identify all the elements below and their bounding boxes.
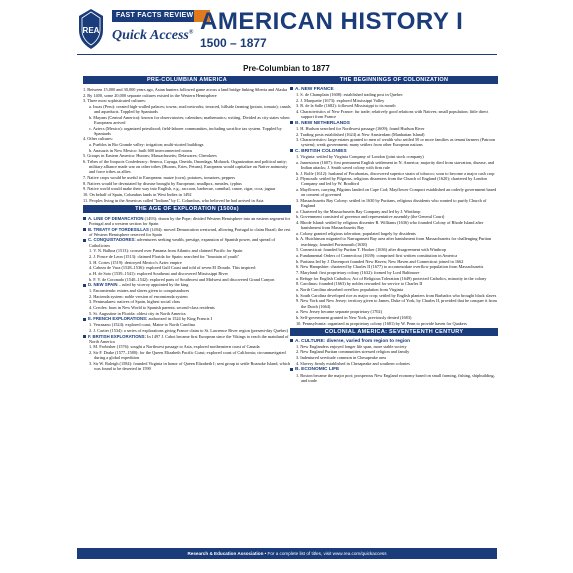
bullet-square-icon xyxy=(290,339,293,342)
list-item xyxy=(83,115,291,125)
list-item xyxy=(83,260,291,265)
item-text: a. Jamestown (1607): first permanent English settlement in N. America; majority died from starvation, disease, and Indian attacks; J. Smith saved colony with firm rule xyxy=(296,159,494,170)
list-item xyxy=(83,282,291,287)
item-text: b. Anasazis in New Mexico: built 600 interconnected rooms xyxy=(89,147,193,153)
list-item xyxy=(83,265,291,270)
list-item xyxy=(290,315,498,320)
list-item xyxy=(290,109,498,119)
list-item xyxy=(290,137,498,147)
list-item xyxy=(83,254,291,259)
item-text: a. Refuge for English Catholics; Act of Religious Toleration (1649) protected Catholics, minority in the colony xyxy=(296,275,487,281)
item-text: 2. Sir F. Drake (1577–1580): for the Queen Elizabeth Pacific Coast; explored coast of California; circumnavigated during a global expedition xyxy=(89,350,286,361)
section-heading: COLONIAL AMERICA: SEVENTEENTH CENTURY xyxy=(290,328,498,336)
left-column xyxy=(83,74,291,372)
list-item xyxy=(290,220,498,230)
item-text: a. Chartered by the Massachusetts Bay Company and led by J. Winthrop xyxy=(296,208,421,214)
item-text: 3. Indentured servitude common in Chesapeake area xyxy=(296,355,387,361)
list-item xyxy=(290,287,498,292)
item-text: 10. Pennsylvania: organized as proprietary colony (1681) by W. Penn to provide haven for Quakers xyxy=(296,320,467,326)
list-item xyxy=(290,253,498,258)
list-item xyxy=(290,103,498,108)
list-item xyxy=(290,209,498,214)
list-item xyxy=(290,259,498,264)
list-item xyxy=(290,236,498,246)
item-text: b. J. Rolfe (1612): husband of Pocahontas, discovered superior strain of tobacco; soon to become a major cash crop xyxy=(296,170,495,176)
bullet-square-icon xyxy=(290,87,293,90)
list-item xyxy=(290,126,498,131)
item-text: 2. Trading posts established (1624) at New Amsterdam (Manhattan Island) xyxy=(296,131,425,137)
list-item xyxy=(83,334,291,344)
item-text: b. Self-government granted in New York, previously denied (1683) xyxy=(296,314,412,320)
item-text: 1. Verrazano (1524): explored coast, Maine to North Carolina xyxy=(89,322,195,328)
item-heading: B. TREATY OF TORDESILLAS xyxy=(88,226,149,232)
item-text: 1. New Englanders enjoyed longer life span, more stable society xyxy=(296,343,407,349)
item-text: 1. Between 15,000 and 30,000 years ago, Asian hunters followed game across a land bridge linking Siberia and Alaska xyxy=(83,87,288,92)
bullet-square-icon xyxy=(83,335,86,338)
list-item xyxy=(83,198,291,203)
item-text: 1. Virginia: settled by Virginia Company of London (joint stock company) xyxy=(296,154,424,160)
section-heading: PRE-COLUMBIAN AMERICA xyxy=(83,76,291,84)
list-item xyxy=(290,154,498,159)
list-item xyxy=(290,373,498,383)
item-text: 2. New England Puritan communities stressed religion and family xyxy=(296,349,410,355)
list-item xyxy=(83,248,291,253)
list-item xyxy=(83,175,291,180)
item-text: 9. Native world would make their way into English, e.g., raccoon, barbecue, cannibal, canoe, cigar, coca, jaguar xyxy=(83,186,276,192)
item-text: 4. Creoles: born in New World to Spanish parents; second-class residents xyxy=(89,305,215,311)
item-text: 11. Peoples living in the Americas called "Indians" by C. Columbus, who believed he had arrived in Asia xyxy=(83,197,264,203)
item-text: 2. Hacienda system: noble version of encomienda system xyxy=(89,293,188,299)
list-item xyxy=(83,98,291,103)
list-item xyxy=(290,98,498,103)
item-text: 2. By 1400, some 20,000 separate cultures existed in the Western Hemisphere xyxy=(83,92,217,98)
list-item xyxy=(83,104,291,114)
item-text: 3. R. de la Salle (1682): followed Mississippi to its mouth xyxy=(296,103,396,109)
item-text: 9. New York and New Jersey: territory given to James, Duke of York, by Charles II, provided that he conquer it from the Dutch (1664) xyxy=(296,298,497,309)
list-item xyxy=(290,187,498,197)
list-item xyxy=(83,126,291,136)
list-item xyxy=(83,148,291,153)
page-title: AMERICAN HISTORY I xyxy=(200,8,464,35)
item-text: 3. H. Cortes (1519): destroyed Mexico's Aztec empire xyxy=(89,259,182,265)
footer-publisher: Research & Education Association xyxy=(187,551,264,556)
list-item xyxy=(83,311,291,316)
header-rule xyxy=(77,54,497,55)
item-text: adventurers seeking wealth, prestige, expansion of Spanish power, and spread of Catholicism xyxy=(89,237,276,248)
item-text: In 1497 J. Cabot became first European since the Vikings to reach the mainland of North America xyxy=(89,333,289,344)
bullet-square-icon xyxy=(290,149,293,152)
item-text: a. Mayflower, carrying Pilgrims landed on Cape Cod; Mayflower Compact established an orderly government based on consent of governed xyxy=(296,187,497,198)
list-item xyxy=(290,270,498,275)
item-text: a. Pueblos in Rio Grande valley: irrigation; multi-storied buildings xyxy=(89,142,204,148)
list-item xyxy=(83,153,291,158)
item-text: 5. St. Augustine in Florida: oldest city in North America xyxy=(89,310,186,316)
section-heading: THE AGE OF EXPLORATION (1500s) xyxy=(83,205,291,213)
item-text: 5. Connecticut: founded by Puritan T. Hooker (1636) after disagreement with Winthrop xyxy=(296,247,447,253)
list-item xyxy=(83,277,291,282)
list-item xyxy=(290,344,498,349)
list-item xyxy=(83,237,291,247)
list-item xyxy=(290,214,498,219)
item-text: b. A. Hutchinson migrated to Narragansett Bay area after banishment from Massachusetts for challenging Puritan teachings; founded Portsmouth (1638) xyxy=(296,236,491,247)
list-item xyxy=(290,198,498,208)
item-text: 3. Sir W. Raleigh (1584): founded Virginia in honor of Queen Elizabeth I; sent group to settle Roanoke Island, which was found to be deserted in 1590 xyxy=(89,360,291,371)
item-text: 7. Maryland: first proprietary colony (1632): formed by Lord Baltimore xyxy=(296,269,420,275)
list-item xyxy=(83,299,291,304)
item-text: A. CULTURE: diverse, varied from region to region xyxy=(295,338,411,344)
bullet-square-icon xyxy=(83,239,86,242)
bullet-square-icon xyxy=(83,217,86,220)
item-text: (1494): moved Demarcation westward, allowing Portugal to claim Brazil; the rest of Western Hemisphere reserved for Spain xyxy=(89,226,291,237)
item-text: 1. H. Hudson searched for Northwest passage (1609); found Hudson River xyxy=(296,125,425,131)
list-item xyxy=(83,227,291,237)
rea-logo-icon xyxy=(77,8,105,50)
item-text: 6. New Hampshire: chartered by Charles II (1677) to accommodate overflow population from Massachusetts xyxy=(296,264,484,270)
item-text: a. H. de Soto (1539–1541): explored Southeast and discovered Mississippi River xyxy=(89,270,228,276)
item-text: 4. Other cultures: xyxy=(83,136,113,142)
item-text: 2. J. Marquette (1673): explored Mississippi Valley xyxy=(296,97,385,103)
item-heading: A. LINE OF DEMARCATION xyxy=(88,215,144,221)
item-text: 1. V. N. Balboa (1513): crossed over Panama from Atlantic and claimed Pacific for Spain xyxy=(89,248,243,254)
item-text: c. Aztecs (Mexico): organized priesthood; field-laborer communities, including sacrifice tax system. Toppled by Spaniards xyxy=(89,125,282,136)
item-text: 4. Slavery firmly established in Chesapeake and southern colonies xyxy=(296,360,410,366)
item-text: A. NEW FRANCE xyxy=(295,87,334,92)
item-text: a. Fundamental Orders of Connecticut (1639): comprised first written constitution in America xyxy=(296,252,458,258)
item-text: 8. Carolinas: founded (1663) by nobles rewarded for service to Charles II xyxy=(296,281,423,287)
item-text: b. Mayans (Central America): known for observatories; calendars; mathematics; writing. Divided as city states when Europeans arrived xyxy=(89,114,290,125)
item-text: 10. On behalf of Spain, Columbus lands in West Indies in 1492 xyxy=(83,192,192,198)
list-item xyxy=(290,171,498,176)
header xyxy=(0,0,573,58)
bullet-square-icon xyxy=(290,121,293,124)
item-text: 4. Cabeza de Vaca (1528–1536): explored Gulf Coast and told of seven El Dorado. This inspired: xyxy=(89,265,257,271)
brand-name: Quick Access® xyxy=(112,28,194,43)
item-text: b. F. V. de Coronado (1540–1542): explored parts of Southwest and Midwest and discovered Grand Canyon xyxy=(89,276,275,282)
item-text: a. Colony granted religious toleration; populated largely by dissidents xyxy=(296,230,416,236)
item-text: 5. Groups in Eastern America: Hurons; Massachusetts; Delawares; Cherokees xyxy=(83,153,217,159)
list-item xyxy=(83,186,291,191)
list-item xyxy=(83,192,291,197)
bullet-square-icon xyxy=(83,318,86,321)
list-item xyxy=(290,298,498,308)
list-item xyxy=(290,361,498,366)
item-text: 3. Massachusetts Bay Colony: settled in 1630 by Puritans, religious dissidents who wanted to purify Church of England xyxy=(296,197,487,208)
item-text: 3. Characteristics: large estates granted to men of wealth who settled 50 or more families as tenant farmers (Patroon system); weak government; many settlers from other European nations xyxy=(296,137,496,148)
list-item xyxy=(290,293,498,298)
item-text: 3. Peninsulares: natives of Spain, highest social class xyxy=(89,299,181,305)
item-heading: C. CONQUISTADORES: xyxy=(88,237,136,243)
bullet-square-icon xyxy=(83,228,86,231)
list-item xyxy=(83,142,291,147)
item-text: 4. Rhode Island: settled by religious dissenter R. Williams (1636) who founded Colony of Rhode Island after banishment from Massachusetts Bay xyxy=(296,219,484,231)
list-item xyxy=(290,176,498,186)
list-item xyxy=(290,321,498,326)
item-heading: E. FRENCH EXPLORATIONS: xyxy=(88,316,148,322)
list-item xyxy=(83,328,291,333)
footer xyxy=(77,548,497,559)
list-item xyxy=(83,322,291,327)
item-text: a. North Carolina absorbed overflow population from Virginia xyxy=(296,287,403,293)
footer-text: • For a complete list of titles, visit www.rea.com/quickaccess xyxy=(263,551,387,556)
list-item xyxy=(290,276,498,281)
list-item xyxy=(83,87,291,92)
list-item xyxy=(83,316,291,321)
item-text: 2. J. Ponce de Leon (1513): claimed Florida for Spain; searched for "fountain of youth" xyxy=(89,253,240,259)
list-item xyxy=(290,309,498,314)
bullet-square-icon xyxy=(83,284,86,287)
list-item xyxy=(83,271,291,276)
list-item xyxy=(290,132,498,137)
item-text: (1493): drawn by the Pope; divided Western Hemisphere into an eastern segment for Portugal and a western section for Spain xyxy=(89,215,291,226)
list-item xyxy=(83,294,291,299)
list-item xyxy=(83,288,291,293)
series-label: FAST FACTS REVIEW xyxy=(112,10,194,22)
item-text: b. Puritans led by J. Davenport founded New Haven; New Haven and Connecticut joined in 1662 xyxy=(296,258,464,264)
list-item xyxy=(290,92,498,97)
item-text: 2. Plymouth: settled by Pilgrims, religious dissenters from the Church of England (1620); chartered by London Company and led by W. Bradford xyxy=(296,176,487,187)
page-subtitle: Pre-Columbian to 1877 xyxy=(243,64,330,73)
item-text: a. New Jersey became separate proprietary (1702) xyxy=(296,309,383,315)
item-text: – ruled by viceroy appointed by the king xyxy=(117,282,189,288)
item-text: 7. Native crops would be useful to Europeans: maize (corn), potatoes, tomatoes, peppers xyxy=(83,175,236,181)
item-heading: D. NEW SPAIN xyxy=(88,282,118,288)
list-item xyxy=(290,355,498,360)
list-item xyxy=(290,247,498,252)
list-item xyxy=(83,305,291,310)
item-text: C. BRITISH COLONIES xyxy=(295,149,347,154)
item-text: b. South Carolina developed rice as major crop; settled by English planters from Barbados who brought black slaves xyxy=(296,292,497,298)
list-item xyxy=(83,350,291,360)
item-text: a. Incas (Peru): created high-walled palaces; towns; road networks; terraced, hillside farming (potato, tomato); canals and aqueducts. Toppled by Spaniards xyxy=(89,104,291,115)
bullet-square-icon xyxy=(290,368,293,371)
list-item xyxy=(83,181,291,186)
logo-text: REA xyxy=(82,26,100,35)
item-text: 1. Encomienda: estates and slaves given to conquistadores xyxy=(89,288,190,294)
item-text: B. NEW NETHERLANDS xyxy=(295,120,350,126)
list-item xyxy=(83,361,291,371)
item-text: 1. Boston became the major port; prosperous New England economy based on small farming, fishing, shipbuilding, and trade xyxy=(296,372,495,383)
item-text: b. Government consisted of governor and representative assembly (the General Court) xyxy=(296,214,445,220)
item-text: 4. Characteristics of New France: fur trade; relatively good relations with Natives; small population; little direct support from France xyxy=(296,109,489,120)
item-text: B. ECONOMIC LIFE xyxy=(295,367,340,373)
item-text: 1. S. de Champlain (1608): established trading post in Quebec xyxy=(296,92,403,98)
item-text: 1. M. Frobisher (1576): sought a Northwest passage to Asia, explored northeastern coast of Canada xyxy=(89,344,260,350)
list-item xyxy=(290,349,498,354)
list-item xyxy=(290,160,498,170)
item-text: 3. Three most sophisticated cultures: xyxy=(83,98,147,104)
item-text: 2. J. Cartier (1534): a series of explorations giving France claim to St. Lawrence River region (present-day Quebec) xyxy=(89,327,289,333)
list-item xyxy=(83,136,291,141)
list-item xyxy=(83,216,291,226)
list-item xyxy=(290,281,498,286)
item-text: authorized in 1524 by King Francis I xyxy=(147,316,212,322)
list-item xyxy=(290,231,498,236)
title-years: 1500 – 1877 xyxy=(200,36,267,50)
list-item xyxy=(83,93,291,98)
item-text: 6. Tribes of the Iroquois Confederacy: Seneca, Cayuga, Oneida, Onondaga, Mohawk. Organization and political unity; military alliance made war on other tribes (Hurons, Eries, Petuns). Europeans would capitalize on Native animosity and force tribes as allies xyxy=(83,159,288,175)
section-heading: THE BEGINNINGS OF COLONIZATION xyxy=(290,76,498,84)
item-heading: F. BRITISH EXPLORATIONS: xyxy=(88,333,146,339)
list-item xyxy=(83,344,291,349)
right-column xyxy=(290,74,498,383)
item-text: 8. Natives would be devastated by disease brought by Europeans: smallpox, measles, typhus xyxy=(83,180,242,186)
list-item xyxy=(290,264,498,269)
list-item xyxy=(83,159,291,174)
